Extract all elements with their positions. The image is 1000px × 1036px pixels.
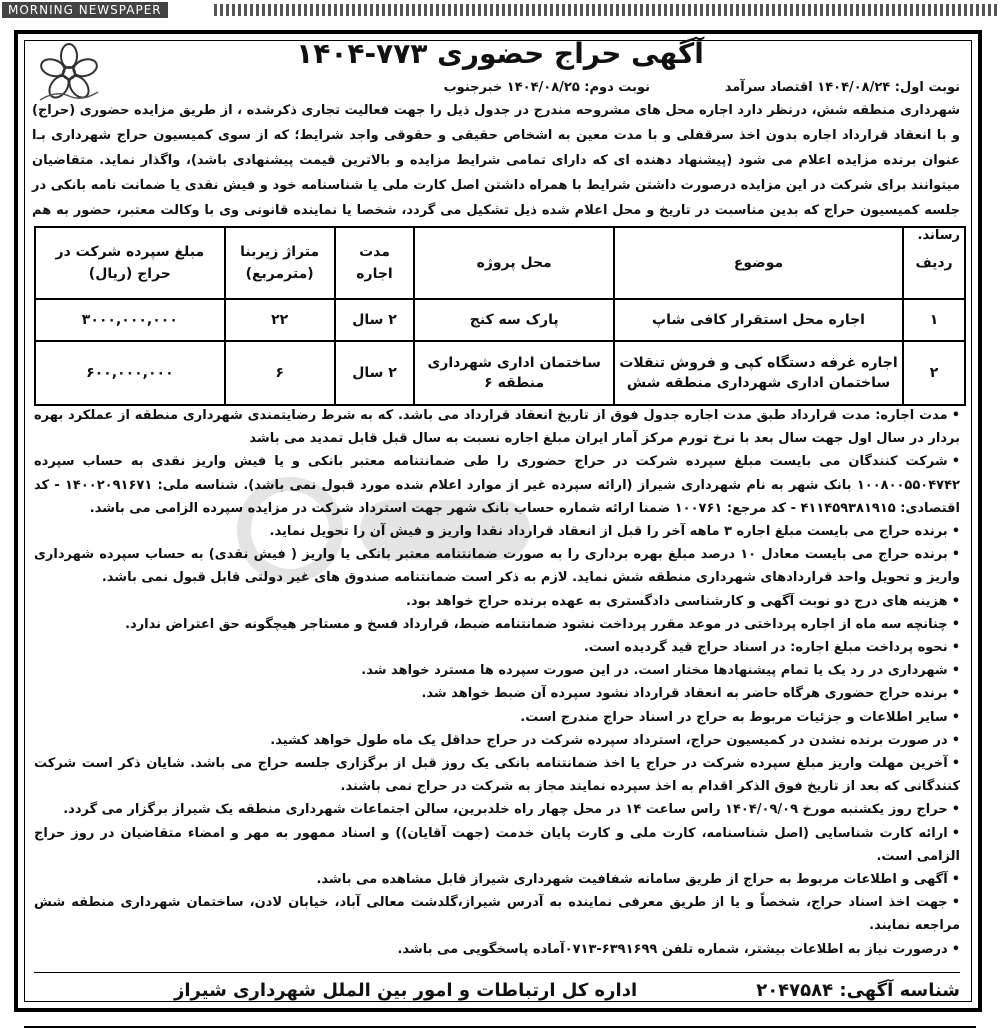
- intro-paragraph: شهرداری منطقه شش، درنظر دارد اجاره محل های مشروحه مندرج در جدول ذیل را جهت فعالیت تجاری ذکرشده ، از طریق مزایده حضوری (حراج) و با انعقاد قرارداد اجاره بدون اخذ سرقفلی و با مدت معین به اشخاص حقیقی و حقوقی واجد شرایط؛ که از سوی کمیسیون حراج شهرداری بـ‌ا عنوان برنده مزایده اعلام می شود (پیشنهاد دهنده ای که دارای تمامی شرایط مزایده و بالاترین قیمت پیشنهادی باشد)، واگذار نماید. متقاضیان میتوانند برای شرکت در این مزایده درصورت داشتن شرایط با همراه داشتن اصل کارت ملی یا شناسنامه خود و فیش نقدی یا ضمانت نامه بانکی در جلسه کمیسیون حراج که بدین مناسبت در تاریخ و محل اعلام شده ذیل تشکیل می گردد، شخصا یا نماینده قانونی وی با وکالت معتبر، حضور به هم رساند.: [32, 103, 960, 243]
- notice-title: آگهی حراج حضوری ۷۷۳-۱۴۰۴: [296, 37, 704, 70]
- list-item: • نحوه پرداخت مبلغ اجاره: در اسناد حراج قید گردیده است.: [34, 636, 960, 659]
- auction-items-table: [34, 226, 966, 406]
- table-row: [35, 341, 965, 405]
- list-item: • مدت اجاره: مدت قرارداد طبق مدت اجاره جدول فوق از تاریخ انعقاد قرارداد می باشد. که به شرط رضایتمندی شهرداری منطقه از عملکرد بهره بردار در سال اول جهت سال بعد با نرخ تورم مرکز آمار ایران مبلغ اجاره نسبت به سال قبل قابل تمدید می باشد: [34, 404, 960, 450]
- list-item: • آگهی و اطلاعات مربوط به حراج از طریق سامانه شفافیت شهرداری شیراز قابل مشاهده می باشد.: [34, 868, 960, 891]
- publication-dates: [260, 78, 960, 98]
- table-header-row: [35, 227, 965, 299]
- cell-area: ۲۲: [225, 299, 335, 341]
- page-divider: [24, 1026, 976, 1034]
- header-duration: مدت اجاره: [335, 227, 415, 299]
- table-row: [35, 299, 965, 341]
- cell-location: ساختمان اداری شهرداری منطقه ۶: [414, 341, 614, 405]
- header-row-number: ردیف: [903, 227, 965, 299]
- list-item: • حراج روز یکشنبه مورخ ۱۴۰۴/۰۹/۰۹ راس ساعت ۱۴ در محل چهار راه خلدبرین، سالن اجتماعات شهرداری منطقه یک شیراز برگزار می گردد.: [34, 798, 960, 821]
- list-item: • شرکت کنندگان می بایست مبلغ سپرده شرکت در حراج حضوری را طی ضمانتنامه معتبر بانکی و یا فیش واریز نقدی به حساب سپرده ۱۰۰۸۰۰۵۵۰۴۷۴۲ بانک شهر به نام شهرداری شیراز (ارائه سپرده غیر از موارد اعلام شده مورد قبول نمی باشد). شناسه ملی: ۱۴۰۰۲۰۹۱۶۷۱ - کد اقتصادی: ۴۱۱۴۵۹۳۸۱۹۱۵ - کد مرجع: ۱۰۰۷۶۱ ضمنا ارائه شماره حساب بانک شهر جهت استرداد شرکت در مزایده سپرده الزامی می باشد.: [34, 450, 960, 520]
- list-item: • هزینه های درج دو نوبت آگهی و کارشناسی دادگستری به عهده برنده حراج خواهد بود.: [34, 590, 960, 613]
- list-item: • چنانچه سه ماه از اجاره پرداختی در موعد مقرر پرداخت نشود ضمانتنامه ضبط، قرارداد فسخ و مستاجر هیچگونه حق اعتراض ندارد.: [34, 613, 960, 636]
- header-location: محل پروژه: [414, 227, 614, 299]
- cell-subject: اجاره محل استقرار کافی شاپ: [614, 299, 903, 341]
- cell-deposit: ۶۰۰,۰۰۰,۰۰۰: [35, 341, 225, 405]
- header-subject: موضوع: [614, 227, 903, 299]
- cell-subject: اجاره غرفه دستگاه کپی و فروش تنقلات ساختمان اداری شهرداری منطقه شش: [614, 341, 903, 405]
- issuing-office: اداره کل ارتباطات و امور بین الملل شهرداری شیراز: [174, 980, 638, 1001]
- newspaper-name: MORNING NEWSPAPER: [2, 2, 168, 18]
- list-item: • برنده حراج می بایست معادل ۱۰ درصد مبلغ بهره برداری را به صورت ضمانتنامه معتبر بانکی یا واریز ( فیش نقدی) به حساب سپرده شهرداری واریز و تحویل واحد قراردادهای شهرداری منطقه شش نماید. لازم به ذکر است ضمانتنامه صندوق های غیر دولتی قابل قبول نمی باشد.: [34, 543, 960, 589]
- list-item: • شهرداری در رد یک یا تمام پیشنهادها مختار است. در این صورت سپرده ها مسترد خواهد شد.: [34, 659, 960, 682]
- list-item: • برنده حراج حضوری هرگاه حاضر به انعقاد قرارداد نشود سپرده آن ضبط خواهد شد.: [34, 682, 960, 705]
- header-deposit: مبلغ سپرده شرکت در حراج (ریال): [35, 227, 225, 299]
- notice-code: شناسه آگهی: ۲۰۴۷۵۸۴: [756, 980, 960, 1001]
- cell-row-number: ۱: [903, 299, 965, 341]
- list-item: • برنده حراج می بایست مبلغ اجاره ۳ ماهه آخر را قبل از انعقاد قرارداد نقدا واریز و فیش آن را تحویل نماید.: [34, 520, 960, 543]
- list-item: • در صورت برنده نشدن در کمیسیون حراج، استرداد سپرده شرکت در حراج حداقل یک ماه طول خواهد کشید.: [34, 729, 960, 752]
- list-item: • سایر اطلاعات و جزئیات مربوط به حراج در اسناد حراج مندرج است.: [34, 706, 960, 729]
- list-item: • ارائه کارت شناسایی (اصل شناسنامه، کارت ملی و کارت پایان خدمت (جهت آقایان)) و اسناد ممهور به مهر و امضاء متقاضیان در روز حراج الزامی است.: [34, 822, 960, 868]
- masthead-stripes: [214, 4, 998, 16]
- cell-duration: ۲ سال: [335, 299, 415, 341]
- cell-row-number: ۲: [903, 341, 965, 405]
- conditions-list: [34, 404, 960, 961]
- municipality-logo-icon: [36, 40, 102, 106]
- first-publication: نوبت اول: ۱۴۰۴/۰۸/۲۴ اقتصاد سرآمد: [724, 80, 960, 95]
- second-publication: نوبت دوم: ۱۴۰۴/۰۸/۲۵ خبرجنوب: [443, 80, 650, 95]
- list-item: • جهت اخذ اسناد حراج، شخصاً و یا از طریق معرفی نماینده به آدرس شیراز،گلدشت معالی آباد، خیابان لادن، ساختمان شهرداری منطقه شش مراجعه نمایند.: [34, 891, 960, 937]
- list-item: • آخرین مهلت واریز مبلغ سپرده شرکت در حراج یا اخذ ضمانتنامه بانکی یک روز قبل از برگزاری جلسه حراج می باشد. شایان ذکر است شرکت کنندگانی که بعد از تاریخ فوق الذکر اقدام به اخذ سپرده نمایند مجاز به شرکت در حراج نمی باشند.: [34, 752, 960, 798]
- cell-duration: ۲ سال: [335, 341, 415, 405]
- cell-area: ۶: [225, 341, 335, 405]
- list-item: • درصورت نیاز به اطلاعات بیشتر، شماره تلفن ۶۳۹۱۶۹۹-۰۷۱۳آماده پاسخگویی می باشد.: [34, 938, 960, 961]
- newspaper-masthead: [0, 0, 1000, 18]
- cell-location: پارک سه کنج: [414, 299, 614, 341]
- cell-deposit: ۳۰۰۰,۰۰۰,۰۰۰: [35, 299, 225, 341]
- header-area: متراژ زیربنا (مترمربع): [225, 227, 335, 299]
- notice-footer: [34, 972, 960, 1009]
